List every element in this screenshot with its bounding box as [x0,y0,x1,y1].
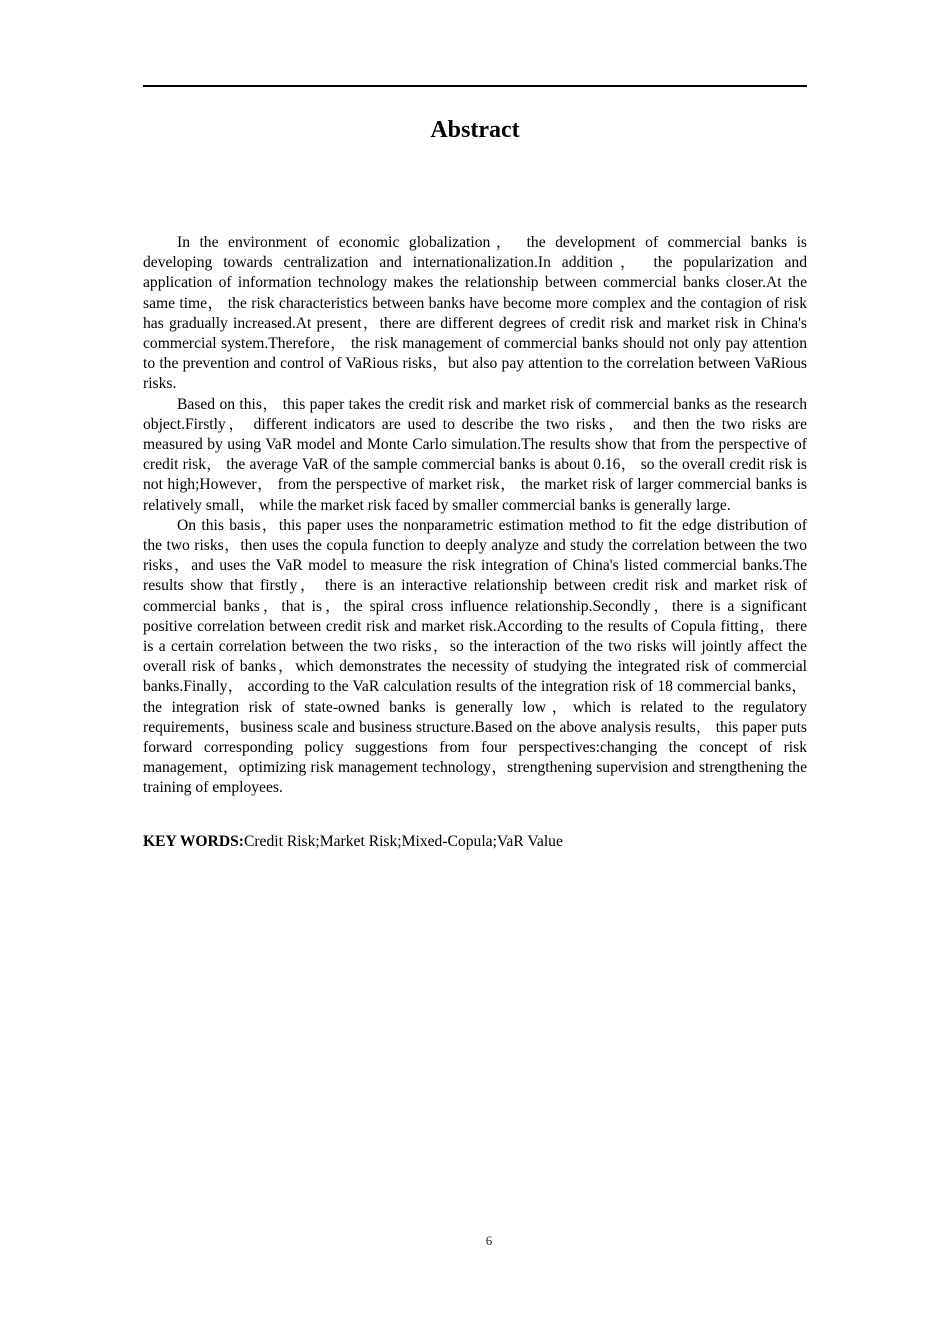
page-title: Abstract [430,117,520,143]
abstract-paragraph-1: In the environment of economic globalization， the development of commercial banks is developing towards centralization and internationalization.In addition， the popularization and application of information technology makes the relationship between commercial banks closer.At the same time， the risk characteristics between banks have become more complex and the contagion of risk has gradually increased.At present，there are different degrees of credit risk and market risk in China's commercial system.Therefore， the risk management of commercial banks should not only pay attention to the prevention and control of VaRious risks，but also pay attention to the correlation between VaRious risks. [143,234,807,393]
page-number: 6 [485,1233,493,1248]
keywords-value: Credit Risk;Market Risk;Mixed-Copula;VaR Value [243,833,563,850]
keywords-line [143,832,807,852]
abstract-paragraph-3: On this basis，this paper uses the nonparametric estimation method to fit the edge distribution of the two risks，then uses the copula function to deeply analyze and study the correlation between the two risks，and uses the VaR model to measure the risk integration of China's listed commercial banks.The results show that firstly， there is an interactive relationship between credit risk and market risk of commercial banks，that is，the spiral cross influence relationship.Secondly，there is a significant positive correlation between credit risk and market risk.According to the results of Copula fitting，there is a certain correlation between the two risks，so the interaction of the two risks will jointly affect the overall risk of banks，which demonstrates the necessity of studying the integrated risk of commercial banks.Finally， according to the VaR calculation results of the integration risk of 18 commercial banks，the integration risk of state-owned banks is generally low，which is related to the regulatory requirements，business scale and business structure.Based on the above analysis results， this paper puts forward corresponding policy suggestions from four perspectives:changing the concept of risk management，optimizing risk management technology，strengthening supervision and strengthening the training of employees. [143,516,807,797]
keywords-label: KEY WORDS: [143,833,244,850]
header-rule [143,85,807,87]
abstract-body [143,233,807,799]
abstract-paragraph-2: Based on this， this paper takes the credit risk and market risk of commercial banks as the research object.Firstly， different indicators are used to describe the two risks， and then the two risks are measured by using VaR model and Monte Carlo simulation.The results show that from the perspective of credit risk， the average VaR of the sample commercial banks is about 0.16， so the overall credit risk is not high;However， from the perspective of market risk， the market risk of larger commercial banks is relatively small， while the market risk faced by smaller commercial banks is generally large. [143,395,807,514]
